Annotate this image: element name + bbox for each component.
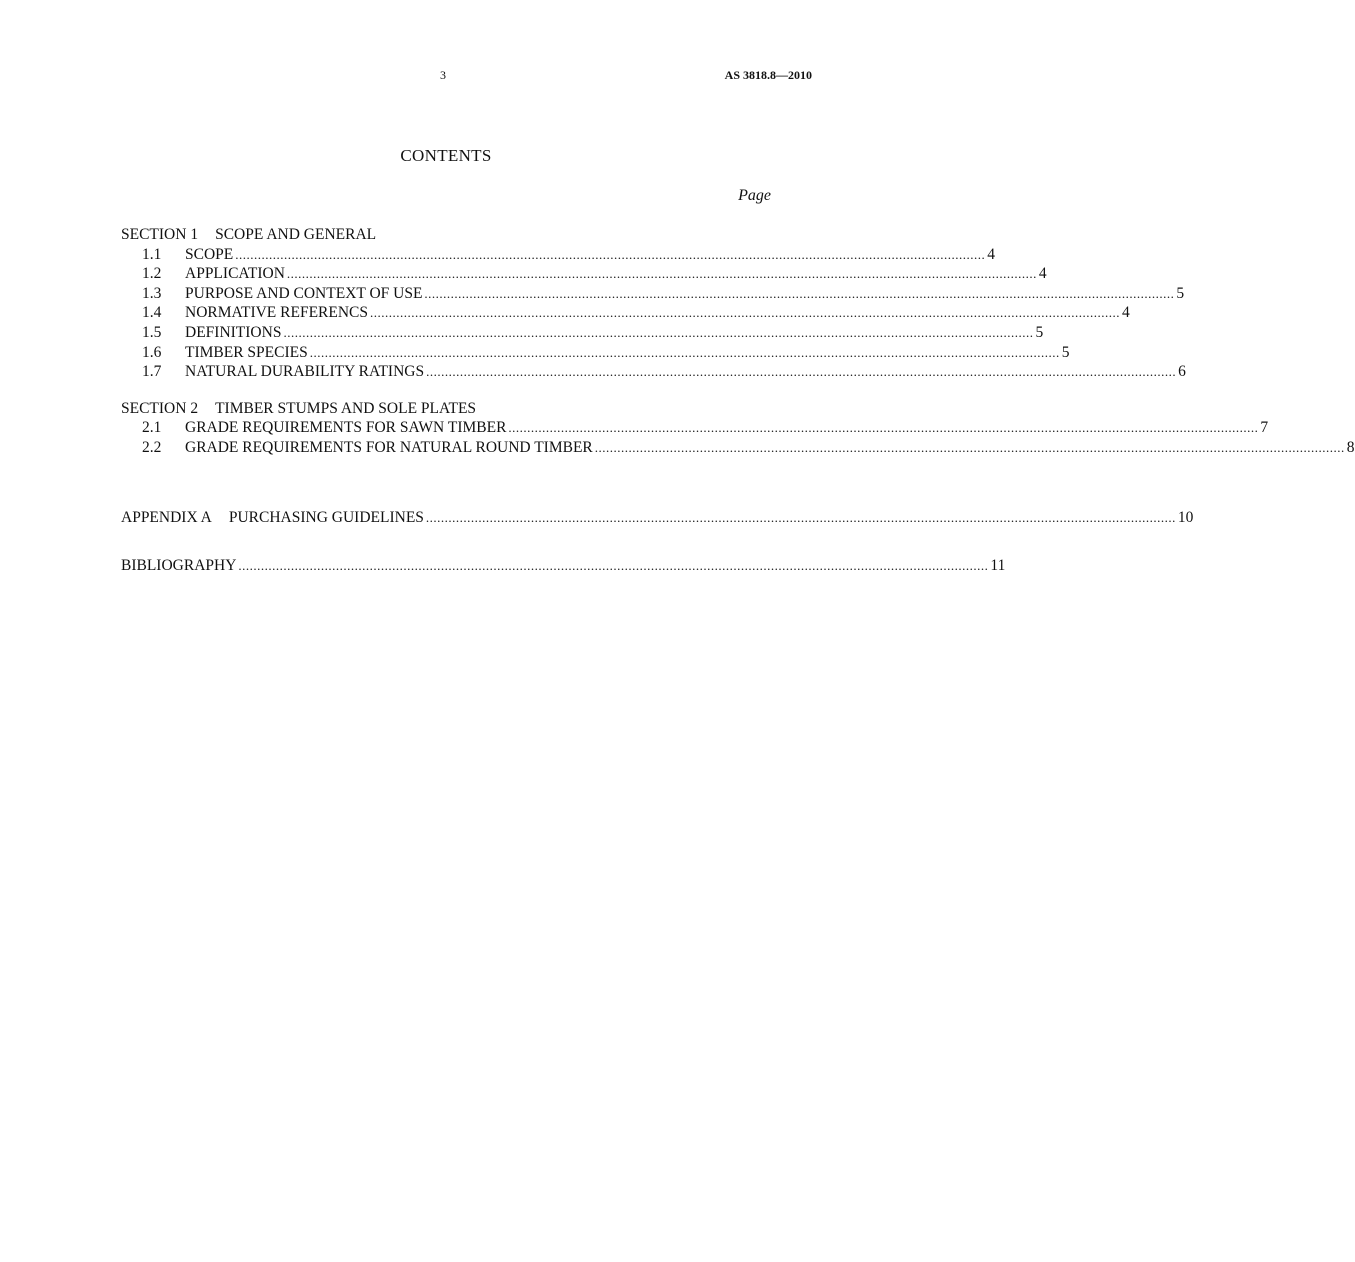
entry-number: 1.3 <box>142 284 162 302</box>
toc-entry[interactable] <box>121 284 1185 304</box>
toc-entry[interactable] <box>121 343 1070 363</box>
contents-title: CONTENTS <box>400 146 492 165</box>
entry-number: 1.5 <box>142 323 162 341</box>
dot-leader: ........................................................................................................................................................................................................ <box>309 344 1060 360</box>
entry-title: NORMATIVE REFERENCS <box>185 304 369 322</box>
entry-page: 4 <box>1038 265 1047 283</box>
page-column-heading: Page <box>738 187 771 204</box>
entry-page: 5 <box>1035 323 1044 341</box>
spacer <box>121 458 771 508</box>
toc-entry[interactable] <box>121 303 1130 323</box>
entry-page: 4 <box>987 245 995 263</box>
dot-leader: ........................................................................................................................................................................................................ <box>235 246 986 262</box>
section-title: TIMBER STUMPS AND SOLE PLATES <box>215 399 477 417</box>
entry-title: SCOPE <box>185 245 234 263</box>
entry-page: 5 <box>1176 284 1185 302</box>
entry-number: 1.7 <box>142 363 162 381</box>
toc-entry-appendix[interactable] <box>121 508 1194 528</box>
toc-entry[interactable] <box>121 264 1047 284</box>
entry-number: 2.2 <box>142 438 162 456</box>
dot-leader: ........................................................................................................................................................................................................ <box>425 509 1176 525</box>
entry-title: PURPOSE AND CONTEXT OF USE <box>185 284 423 302</box>
appendix-label: APPENDIX A <box>121 508 212 526</box>
section-label: SECTION 1 <box>121 226 199 243</box>
toc-entry[interactable] <box>121 418 1269 438</box>
page-number: 3 <box>440 68 446 82</box>
dot-leader: ........................................................................................................................................................................................................ <box>283 324 1034 340</box>
entry-number: 1.1 <box>142 245 162 263</box>
entry-title: TIMBER SPECIES <box>185 343 308 361</box>
section-heading <box>121 225 771 245</box>
section-heading <box>121 399 771 419</box>
dot-leader: ........................................................................................................................................................................................................ <box>426 364 1177 380</box>
spacer <box>121 382 771 399</box>
dot-leader: ........................................................................................................................................................................................................ <box>238 558 989 574</box>
entry-title: DEFINITIONS <box>185 323 282 341</box>
entry-number: 1.2 <box>142 265 162 283</box>
entry-title: APPLICATION <box>185 265 285 283</box>
section-title: SCOPE AND GENERAL <box>215 226 377 243</box>
entry-title: BIBLIOGRAPHY <box>121 557 237 575</box>
toc-entry[interactable] <box>121 245 995 265</box>
dot-leader: ........................................................................................................................................................................................................ <box>508 420 1259 436</box>
toc-entry[interactable] <box>121 362 1186 382</box>
dot-leader: ........................................................................................................................................................................................................ <box>370 305 1121 321</box>
entry-page: 8 <box>1346 438 1355 456</box>
entry-number: 2.1 <box>142 419 162 437</box>
spacer <box>121 527 771 556</box>
entry-page: 6 <box>1178 363 1186 381</box>
entry-page: 11 <box>990 557 1006 575</box>
toc-entry[interactable] <box>121 323 1044 343</box>
document-id: AS 3818.8—2010 <box>724 68 812 82</box>
entry-title: GRADE REQUIREMENTS FOR NATURAL ROUND TIMBER <box>185 438 593 456</box>
entry-title: NATURAL DURABILITY RATINGS <box>185 363 425 381</box>
entry-number: 1.4 <box>142 304 162 322</box>
entry-title: GRADE REQUIREMENTS FOR SAWN TIMBER <box>185 419 507 437</box>
section-label: SECTION 2 <box>121 399 199 417</box>
entry-page: 4 <box>1122 304 1130 322</box>
toc-entry-bibliography[interactable] <box>121 556 1006 576</box>
entry-page: 5 <box>1061 343 1070 361</box>
dot-leader: ........................................................................................................................................................................................................ <box>424 285 1175 301</box>
entry-page: 10 <box>1177 508 1194 526</box>
dot-leader: ........................................................................................................................................................................................................ <box>594 439 1345 455</box>
entry-page: 7 <box>1260 419 1269 437</box>
table-of-contents <box>121 225 1355 576</box>
dot-leader: ........................................................................................................................................................................................................ <box>286 266 1037 282</box>
entry-number: 1.6 <box>142 343 162 361</box>
toc-entry[interactable] <box>121 438 1355 458</box>
entry-title: PURCHASING GUIDELINES <box>228 508 424 526</box>
